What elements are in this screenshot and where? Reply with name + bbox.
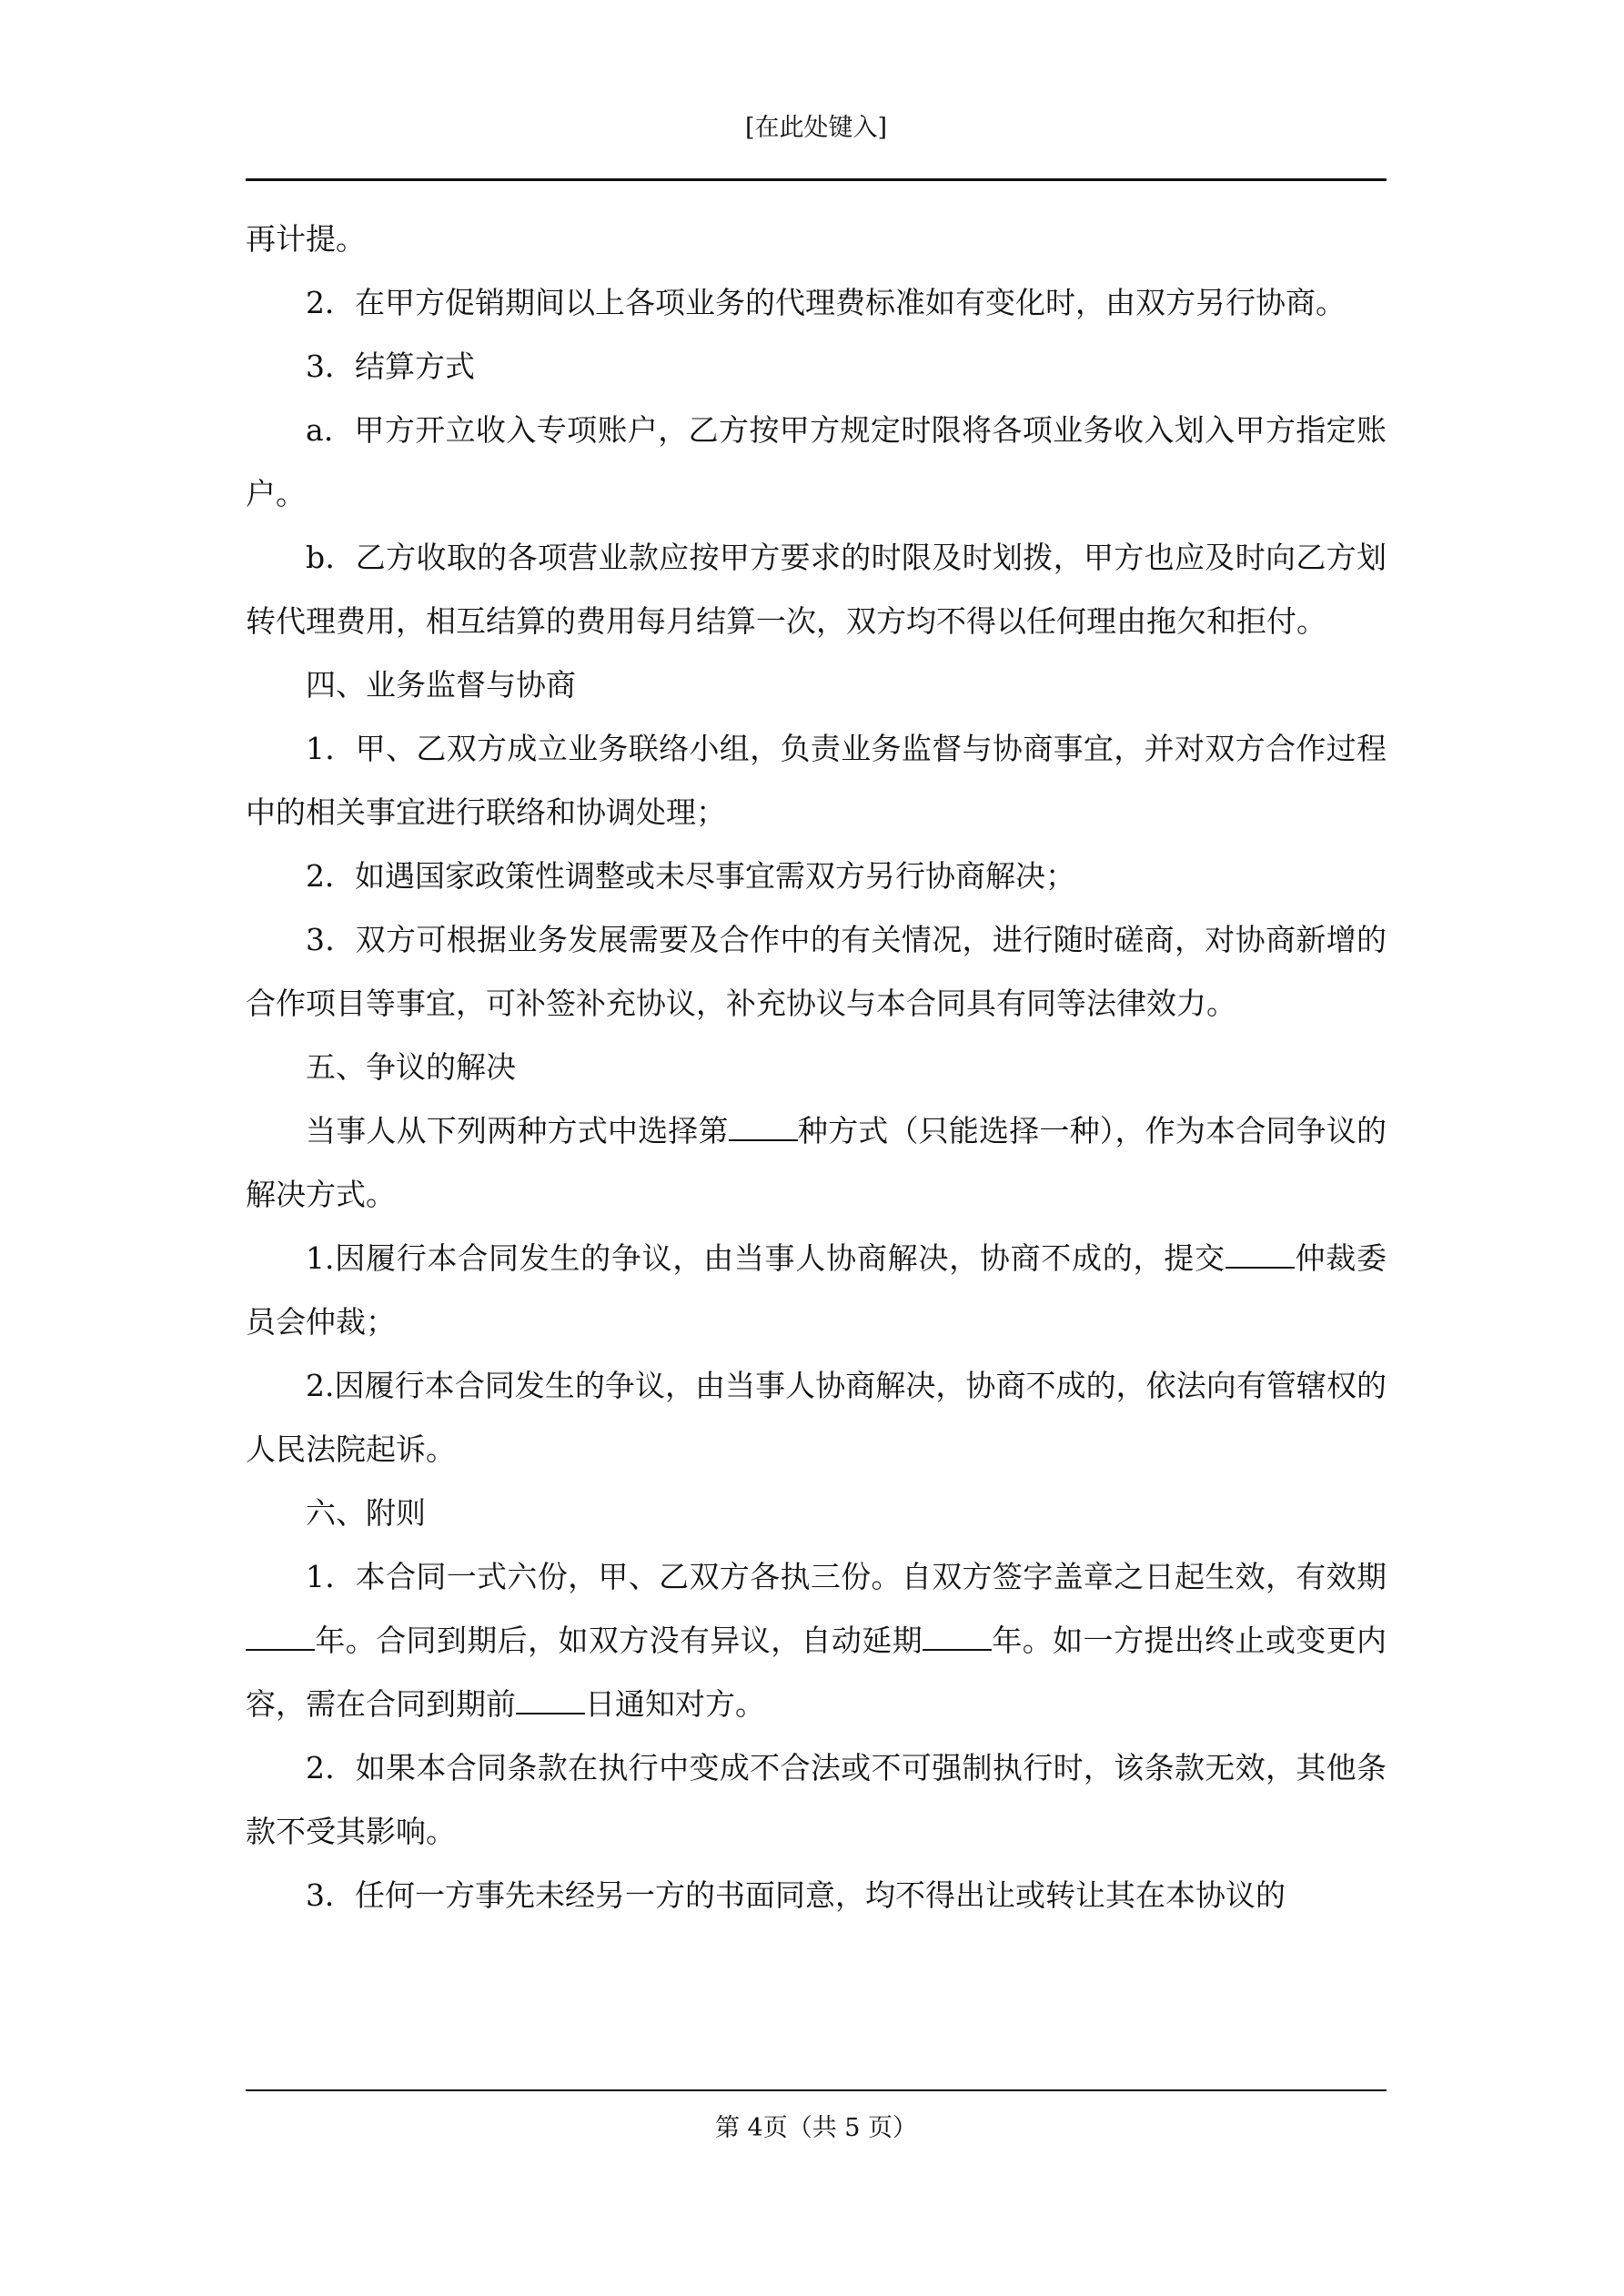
paragraph: a．甲方开立收入专项账户，乙方按甲方规定时限将各项业务收入划入甲方指定账户。 (246, 412, 1387, 511)
paragraph: 3．任何一方事先未经另一方的书面同意，均不得出让或转让其在本协议的 (306, 1877, 1286, 1913)
fill-in-blank (729, 1112, 798, 1141)
section-heading: 六、附则 (306, 1495, 426, 1531)
text-run: 年。如一方提出终止或变更内容，需在合同到期前 (246, 1623, 1387, 1722)
page-header: [在此处键入] (744, 114, 888, 142)
footer-rule (246, 2089, 1387, 2091)
paragraph: 2．在甲方促销期间以上各项业务的代理费标准如有变化时，由双方另行协商。 (306, 285, 1346, 320)
fill-in-blank (246, 1622, 315, 1651)
text-run: 仲裁委员会仲裁； (246, 1240, 1387, 1340)
paragraph (246, 1099, 1387, 1227)
section-heading: 五、争议的解决 (306, 1049, 516, 1085)
paragraph: 3．双方可根据业务发展需要及合作中的有关情况，进行随时磋商，对协商新增的合作项目等事宜，可补签补充协议，补充协议与本合同具有同等法律效力。 (246, 922, 1387, 1021)
paragraph: 2．如果本合同条款在执行中变成不合法或不可强制执行时，该条款无效，其他条款不受其影响。 (246, 1750, 1387, 1849)
fill-in-blank (1226, 1239, 1295, 1269)
section-subheading: 3．结算方式 (306, 349, 475, 384)
paragraph: 2.因履行本合同发生的争议，由当事人协商解决，协商不成的，依法向有管辖权的人民法院起诉。 (246, 1368, 1387, 1467)
text-run: 当事人从下列两种方式中选择第 (306, 1113, 729, 1148)
paragraph (246, 1545, 1387, 1736)
text-run: 1.因履行本合同发生的争议，由当事人协商解决，协商不成的，提交 (306, 1240, 1226, 1276)
header-rule (246, 178, 1387, 181)
fill-in-blank (923, 1622, 992, 1651)
text-run: 年。合同到期后，如双方没有异议，自动延期 (315, 1623, 923, 1658)
text-run: 日通知对方。 (585, 1686, 765, 1722)
paragraph: 2．如遇国家政策性调整或未尽事宜需双方另行协商解决； (306, 858, 1075, 894)
fill-in-blank (516, 1685, 585, 1714)
section-heading: 四、业务监督与协商 (306, 667, 576, 703)
paragraph (246, 1227, 1387, 1354)
paragraph: 1．甲、乙双方成立业务联络小组，负责业务监督与协商事宜，并对双方合作过程中的相关事宜进行联络和协调处理； (246, 731, 1387, 830)
document-body (246, 207, 1387, 1927)
paragraph: 再计提。 (246, 221, 366, 257)
paragraph: b．乙方收取的各项营业款应按甲方要求的时限及时划拨，甲方也应及时向乙方划转代理费用，相互结算的费用每月结算一次，双方均不得以任何理由拖欠和拒付。 (246, 540, 1387, 639)
text-run: 种方式（只能选择一种），作为本合同争议的解决方式。 (246, 1113, 1387, 1212)
text-run: 1．本合同一式六份，甲、乙双方各执三份。自双方签字盖章之日起生效，有效期 (306, 1559, 1387, 1594)
page-footer: 第 4页（共 5 页） (714, 2114, 918, 2142)
